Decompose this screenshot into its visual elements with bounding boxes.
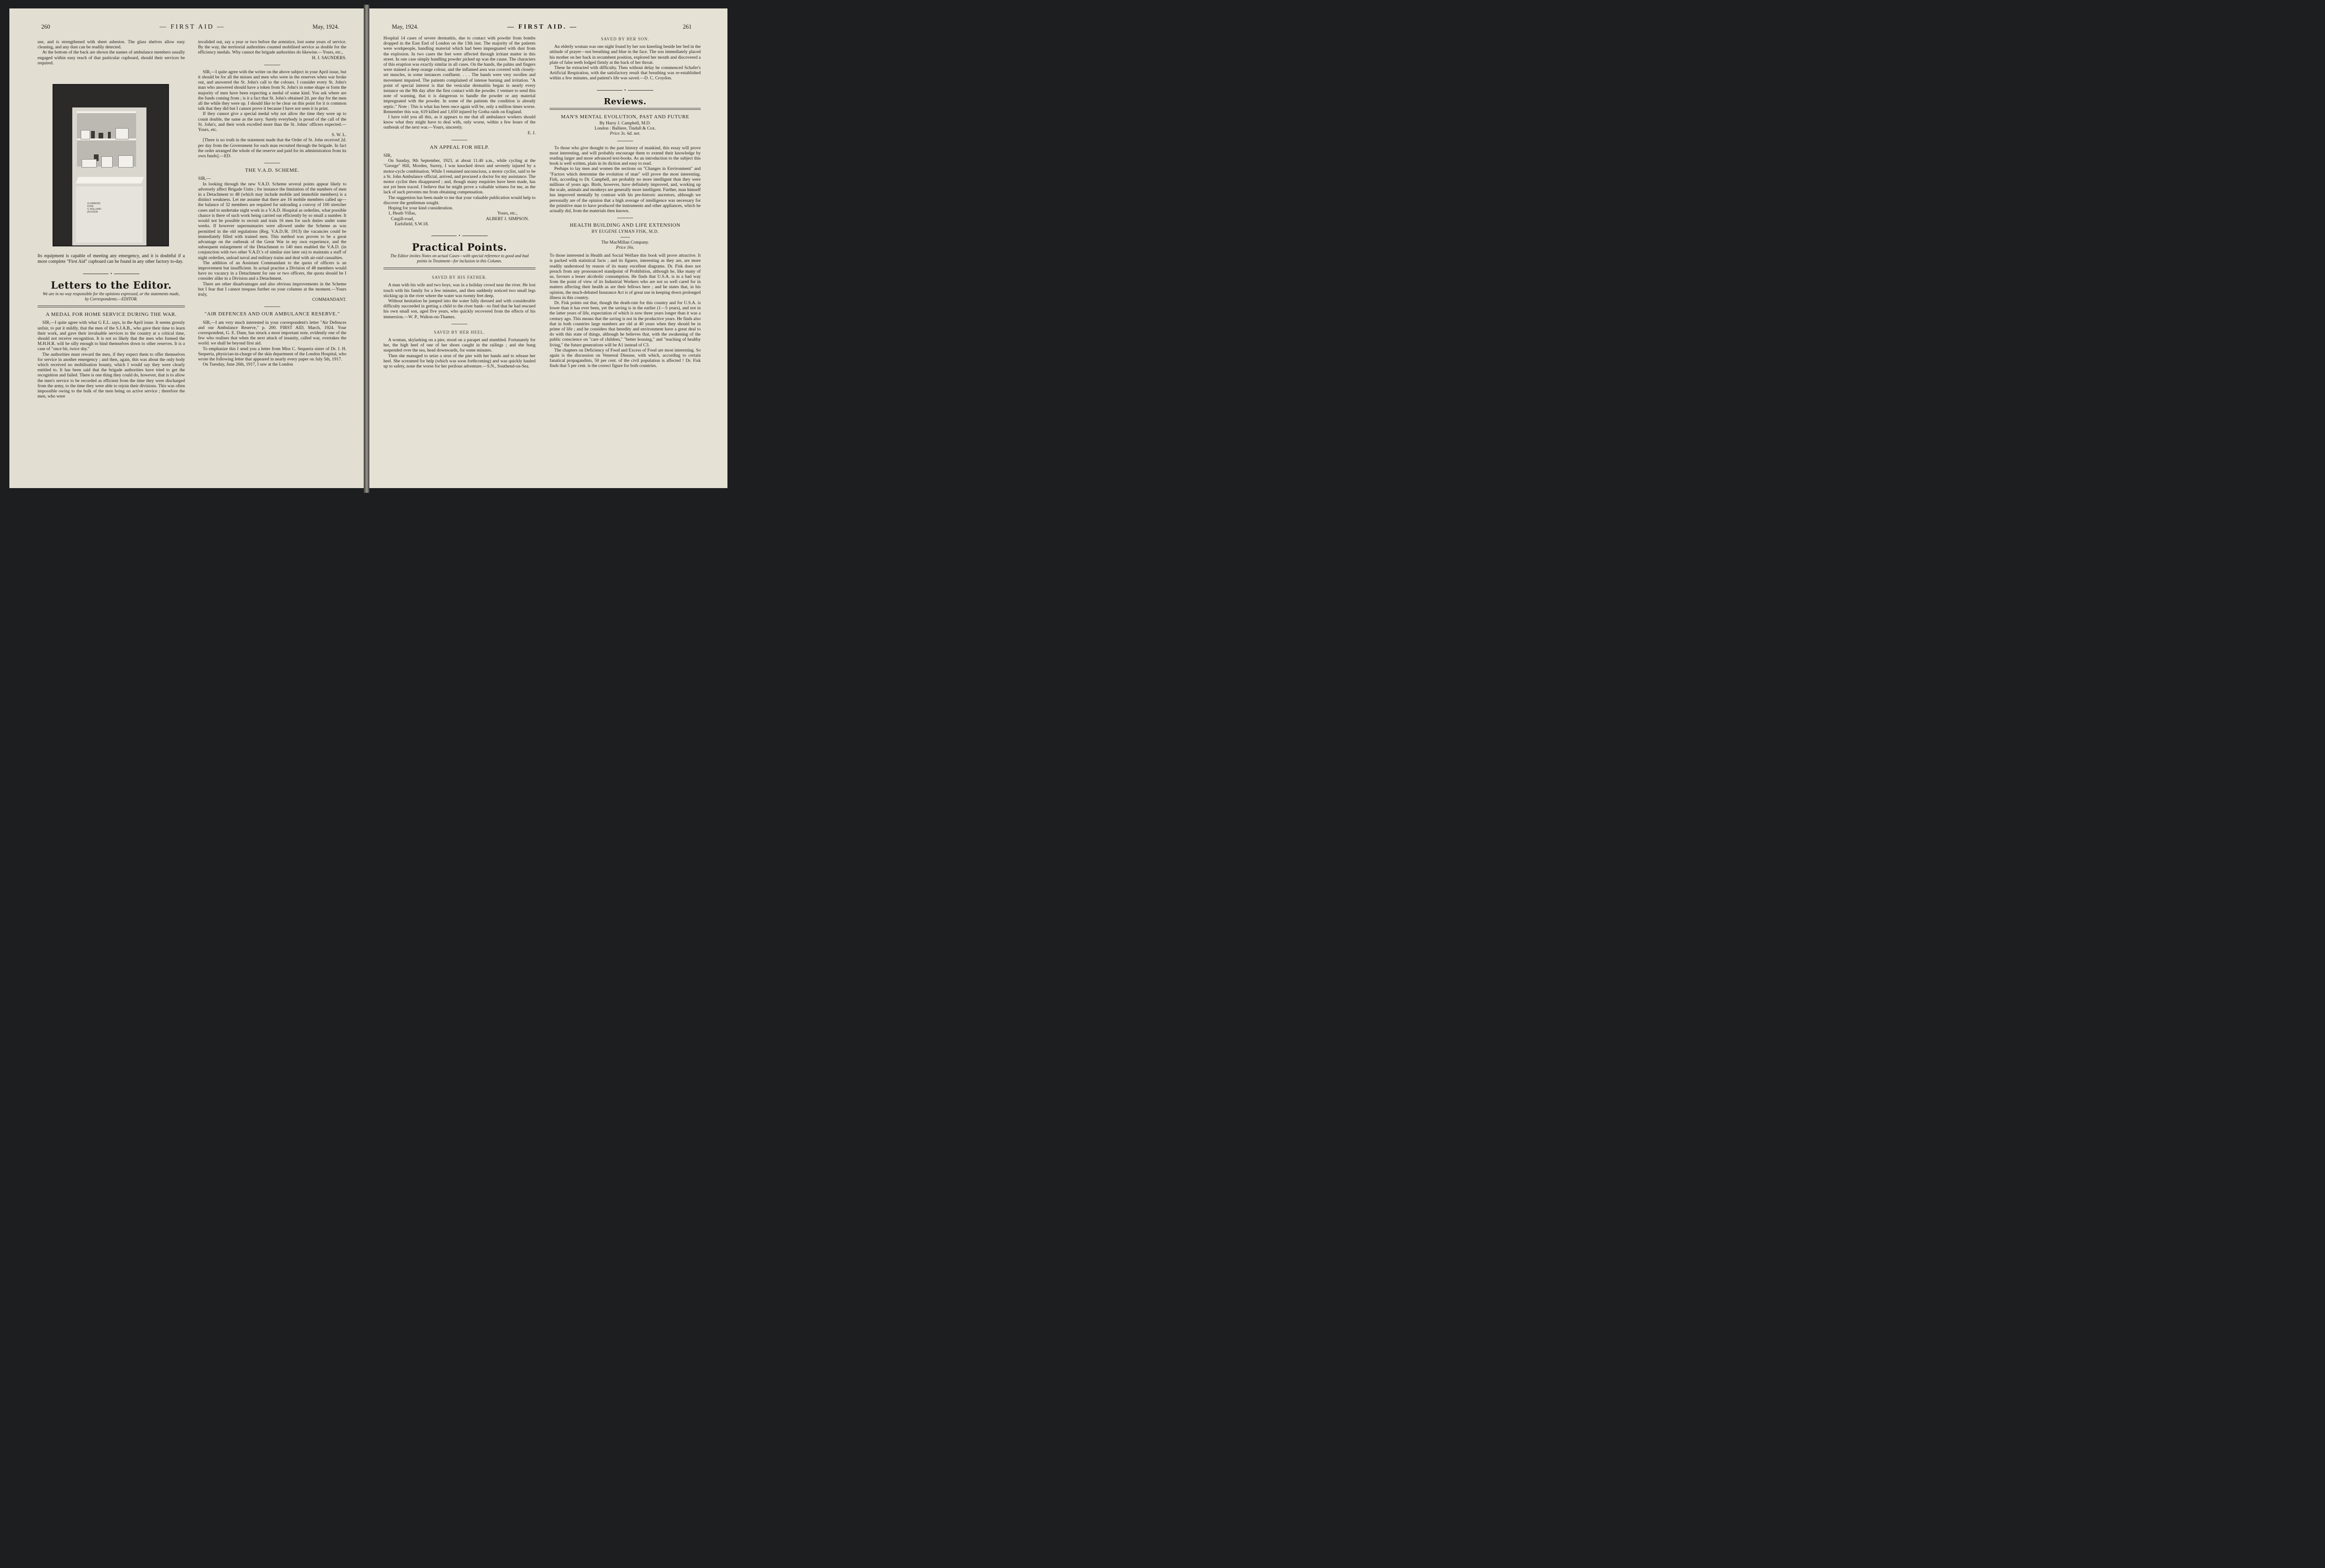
paragraph: Then she managed to seize a strut of the pier with her hands and to release her heel. She screamed for help (which was soon forthcoming) and was quickly hauled up to safety, none the worse for her perilous adventure.—S.N., Southend-on-Sea.: [383, 353, 535, 369]
double-rule: [38, 306, 185, 307]
paragraph: There are other disadvantages and also obvious improvements in the Scheme but I fear that I cannot trespass further on your columns at the moment.—Yours truly,: [198, 281, 346, 297]
paragraph: If they cannot give a special medal why not allow the time they were up to count double, the same as the navy. Surely everybody is proud of the call of the St. John's, and their work excelled more than the St. Johns' officers expected.—Yours, etc.: [198, 111, 346, 133]
paragraph: SIR,—I am very much interested in your correspondent's letter "Air Defences and our Ambulance Reserve," p. 200. FIRST AID, March, 1924. Your correspondent, G. E. Dane, has struck a most important note, evidently one of the few who realises that when the next attack of insanity, called war, overtakes the world. we shall be beyond first aid.: [198, 320, 346, 346]
right-column-2: [550, 36, 701, 369]
running-header: — FIRST AID. —: [507, 23, 578, 31]
right-column-1: [383, 36, 535, 369]
address-line: 1, Heath Villas,: [388, 211, 416, 216]
double-rule: [550, 108, 701, 110]
photo-caption: Its equipment is capable of meeting any emergency, and it is doubtful if a more complete "First Aid" cupboard can be found in any other factory to-day.: [38, 253, 185, 264]
review-book-title: MAN'S MENTAL EVOLUTION, PAST AND FUTURE: [561, 114, 689, 120]
paragraph: Dr. Fisk points out that, though the death-rate for this country and for U.S.A. is lower than it has ever been, yet the saving is in the earlier (1—5 years), and not in the latter years of life, expectation of which is now three years longer than it was a century ago. This means that the saving is not in the productive years. He finds also that in both countries large numbers are old at 40 years when they should be in prime of life ; and he considers that heredity and environment have a great deal to do with this state of things, although he believes that, with the awakening of the public conscience on "care of children," "better housing," and "teaching of healthy living," the future generations will be A1 instead of C3.: [550, 300, 701, 348]
ornament-divider: •: [83, 271, 139, 276]
salutation: SIR,: [383, 153, 392, 159]
editor-note: The Editor invites Notes on actual Cases—with special reference to good and bad points in Treatment—for inclusion in this Column.: [390, 253, 529, 264]
signature: E. J.: [528, 130, 535, 136]
ornament-divider: •: [597, 88, 653, 92]
cupboard-illustration: [72, 107, 146, 245]
section-title-letters: Letters to the Editor.: [51, 279, 172, 291]
address-block: [383, 211, 535, 227]
page-number: 260: [41, 23, 50, 30]
article-heading: THE V.A.D. SCHEME.: [245, 168, 299, 174]
article-heading: A MEDAL FOR HOME SERVICE DURING THE WAR.: [46, 312, 177, 318]
right-page: [369, 8, 727, 488]
address-line: Earlsfield, S.W.18.: [395, 221, 429, 227]
review-author: BY EUGENE LYMAN FISK, M.D.: [591, 229, 659, 234]
signature: H. J. SAUNDERS.: [312, 55, 346, 61]
section-title-reviews: Reviews.: [604, 96, 647, 107]
article-heading: SAVED BY HER SON.: [601, 37, 650, 41]
paragraph: The addition of an Assistant Commandant to the quota of officers is an improvement but insufficient. In actual practise a Division of 48 members would have no vacancy in a Detachment for one or two officers, the quota should be I consider alike in a Division and a Detachment.: [198, 260, 346, 282]
running-header: — FIRST AID —: [160, 23, 225, 31]
paragraph: In looking through the new V.A.D. Scheme several points appear likely to adversely affect Brigade Units ; for instance the limitation of the numbers of men in a Detachment to 48 (which may include mobile and immobile members) is a distinct weakness. Let me assume that there are 16 mobile members called up—the balance of 32 members are required for unloading a convoy of 100 stretcher cases and to undertake night work in a V.A.D. Hospital as orderlies, what possible chance is there of such work being carried out efficiently by so small a number. It would not be possible to recruit and train 16 men for such duties under some weeks. If however supernumaries were allowed under the Scheme as was permitted in the old regulations (Reg. V.A.D./R. 1913) the vacancies could be immediately filled with trained men. This method was proven to be a great advantage on the outbreak of the Great War in my own experience, and the subsequent enlargement of the Detachment to 140 men enabled the V.A.D. (in conjunction with two other V.A.D.'s of similar size later on) to maintain a staff of night orderlies, unload naval and military trains and deal with air-raid casualties.: [198, 181, 346, 260]
section-title-practical-points: Practical Points.: [412, 241, 507, 253]
paragraph: Without hesitation he jumped into the water fully dressed and with considerable difficulty succeeded in getting a child to the river bank—to find that he had rescued his own small son, aged five years, who quickly recovered from the effects of his immersion.—W. P., Walton-on-Thames.: [383, 298, 535, 320]
paragraph: SIR,—I quite agree with what G E.L. says, in the April issue. It seems grossly unfair, to put it mildly, that the men of the S.J.A.B., who gave their time to learn their work, and gave their invaluable services to the country at a critical time, should not receive recognition. It is not so likely that the men who formed the M.H.H.R. will be silly enough to bind themselves down to other reserves. It is a case of "once bit, twice shy.": [38, 320, 185, 352]
left-column-2: [198, 39, 346, 367]
left-page: [9, 8, 364, 488]
paragraph: Hospital 14 cases of severe dermatitis, due to contact with powder from bombs dropped in the East End of London on the 13th inst. The majority of the patients were workpeople, handling material which had been impregnated with dust from the explosion. In two cases the feet were affected through irritant matter in this street. In one case simply handling powder picked up was the cause. The characters of this eruption was exactly similar in all cases. On the hands, the palms and fingers were stained a deep orange colour, and the inflamed area was covered with closely-set muscles, in some instances confluent. . . . The hands were very swollen and movement impaired. The patients complained of intense burning and irritation. "A point of special interest is that the vesicular dermatitis began in nearly every instance on the 9th day after the first contact with the powder. I venture to send this note of warning, that it is dangerous to handle the powder or any material impregnated with the powder. In some of the patients the condition is already septic." Note : This is what has been once again will be, only a million times worse. Remember this war, 619 killed and 1,650 injured by Gotha raids on England.: [383, 36, 535, 115]
review-price: Price 3s. 6d. net.: [610, 131, 641, 137]
left-column-1-lower: [38, 253, 185, 399]
article-heading: SAVED BY HIS FATHER.: [432, 275, 487, 280]
paragraph: SIR,—I quite agree with the writer on the above subject in your April issue, but it should be for all the misses and men who were in the reserves when war broke out, and answered the St. John's call to the colours. I consider every St. John's man who answered should have a token from St. John's in some shape or form the majority of men have been expecting a medal of some kind. You ask where are the funds coming from ; is it a fact that St. John's obtained 2d. per day for the men all the while they were up. I should like to be clear on this point for it is common talk that they did but I cannot prove it because I have not seen it in print.: [198, 69, 346, 112]
signature: S. W. L.: [331, 132, 346, 138]
book-gutter: [364, 5, 369, 493]
paragraph: On Tuesday, June 26th, 1917, I saw at the London: [203, 362, 293, 367]
review-publisher: The MacMillan Company.: [601, 239, 649, 245]
paragraph: Perhaps to lay men and women the sections on "Changes in Environment" and "Factors which determine the evolution of man" will prove the most interesting. Fish, according to Dr. Campbell, are probably no more intelligent than they were millions of years ago. Birds, however, have definitely improved, and, working up the scale, animals and monkeys are generally more intelligent. Further, man himself has improved mentally by contrast with his pre-historic ancestors, although we personally are of the opinion that a high average of intelligence was necessary for the primitive man to have produced the instruments and other appliances, which he actually did, from the materials then known.: [550, 166, 701, 214]
ornament-divider: •: [431, 233, 488, 238]
paragraph: To emphasize this I send you a letter from Miss C. Sequeria sister of Dr. J. H. Sequeria, physician-in-charge of the skin department of the London Hospital, who wrote the following letter that appeared in nearly every paper on July 5th, 1917.: [198, 346, 346, 362]
first-aid-cupboard-photo: [53, 84, 169, 246]
article-heading: AN APPEAL FOR HELP.: [429, 144, 489, 150]
paragraph: Hoping for your kind consideration.: [388, 206, 453, 211]
double-rule: [383, 268, 535, 269]
review-price: Price 16s.: [616, 245, 635, 250]
paragraph: A woman, skylarking on a pier, stood on a parapet and stumbled. Fortunately for her, the high heel of one of her shoes caught in the railings ; and she hung suspended over the sea, head downwards, for some minutes.: [383, 337, 535, 353]
closing: Yours, etc.,: [497, 211, 518, 216]
paragraph: The authorities must reward the men, if they expect them to offer themselves for service in another emergency ; and then, again, this was about the only body which received no mobilisation bounty, which I would say they were clearly entitled to. It has been said that the brigade authorities have tried to get the recognition and failed. There is one thing they could do, however, that is to allow the men's service to be recorded as efficient from the time they were discharged from the army, to the time they were able to rejoin their divisions. This was often impossible owing to the bulk of the men being on active service ; therefore the men, who were: [38, 352, 185, 399]
review-author: By Harry J. Campbell, M.D.: [599, 121, 651, 126]
paragraph: At the bottom of the back are shown the names of ambulance members usually engaged within easy reach of that particular cupboard, should their services be required.: [38, 50, 185, 66]
paragraph: I have told you all this, as it appears to me that all ambulance workers should know what they might have to deal with, only worse, within a few hours of the outbreak of the next war.—Yours, sincerely.: [383, 115, 535, 130]
left-column-1: [38, 39, 185, 66]
editor-reply: [There is no truth in the statement made that the Order of St. John received 2d. per day from the Government for each man recruited through the brigade. In fact the order arranged the whole of the reserve and paid for its administration from its own funds].—ED.: [198, 138, 346, 159]
paragraph: An elderly woman was one night found by her son kneeling beside her bed in the attitude of prayer—not breathing and blue in the face. The son immediately placed his mother on her back in recumbent position, explored her mouth and discovered a plate of false teeth lodged firmly at the back of her throat.: [550, 44, 701, 65]
paragraph: A man with his wife and two boys, was in a holiday crowd near the river. He lost touch with his family for a few minutes, and then suddenly noticed two small legs sticking up in the river where the water was twenty feet deep.: [383, 283, 535, 298]
salutation: SIR,—: [198, 176, 211, 182]
address-line: Cargill-road,: [391, 216, 414, 222]
paragraph: To those who give thought to the past history of mankind, this essay will prove most interesting, and will probably encourage them to extend their knowledge by reading larger and more advanced text-books. As an introduction to the subject this book is well written, plain in its diction and easy to read.: [550, 145, 701, 167]
short-rule: [264, 306, 280, 307]
issue-date: May, 1924.: [392, 23, 419, 30]
page-number: 261: [683, 23, 692, 30]
article-heading: SAVED BY HER HEEL.: [434, 329, 485, 335]
signature: ALBERT J. SIMPSON.: [486, 216, 529, 222]
editor-note: We are in no way responsible for the opinions expressed, or the statements made, by Correspondents.—EDITOR.: [43, 291, 180, 302]
cupboard-name-label: A.GIBBONS EXRA G.HOLLAND JACKSON: [87, 202, 101, 214]
signature: COMMANDANT.: [312, 297, 346, 303]
paragraph: invalided out, say a year or two before the armistice, lost some years of service. By the way, the territorial authorities counted mobilised service as double for the efficiency medals. Why cannot the brigade authorities do likewise.—Yours, etc.,: [198, 39, 346, 55]
review-publisher: London : Balliere, Tindall & Cox.: [594, 126, 656, 131]
paragraph: The chapters on Deficiency of Food and Excess of Food are most interesting. So again is the discussion on Venereal Disease, with which, according to certain fanatical propagandists, 50 per cent. of the civil population is affected ! Dr. Fisk finds that 5 per cent. is the correct figure for both countries.: [550, 347, 701, 369]
paragraph: use, and is strengthened with sheet asbestos. The glass shelves allow easy cleaning, and any dust can be readily detected.: [38, 39, 185, 50]
article-heading: "AIR DEFENCES AND OUR AMBULANCE RESERVE.": [204, 311, 340, 317]
paragraph: These he extracted with difficulty. Then without delay he commenced Schafer's Artificial Respiration, with the satisfactory result that breathing was re-established within a few minutes, and patient's life was saved.—D. C. Croydon.: [550, 65, 701, 81]
review-book-title: HEALTH BUILDING AND LIFE EXTENSION: [570, 222, 681, 229]
paragraph: To those interested in Health and Social Welfare this book will prove attractive. It is packed with statistical facts ; and its figures, interesting as they are, are more readily understood by reason of its many excellent diagrams. Dr. Fisk does not preach from any pronounced standpoint of Prohibition, although he, like many of us, favours a lesser alcoholic consumption. He finds that U.S.A. is in a bad way from the point of view of its Industrial Workers who are not so well cared for in matters affecting their health as are their fellows here ; and he states that, in his opinion, the much-debated Insurance Act is of great use in keeping down prolonged illness in this country.: [550, 253, 701, 300]
paragraph: On Sunday, 9th September, 1923, at about 11.40 a.m., while cycling at the "George" Hill, Morden, Surrey, I was knocked down and severely injured by a motor-cycle combination. While I remained unconscious, a motor cyclist, said to be a St. John Ambulance official, arrived, and procured a doctor for my assistance. The motor cyclist then disappeared ; and, though many enquiries have been made, has not yet been traced. I believe that he might prove a valuable witness for me, as the lack of such prevents me from obtaining compensation.: [383, 158, 535, 195]
issue-date: May, 1924.: [313, 23, 339, 30]
paragraph: The suggestion has been made to me that your valuable publication would help to discover the gentleman sought.: [383, 195, 535, 206]
